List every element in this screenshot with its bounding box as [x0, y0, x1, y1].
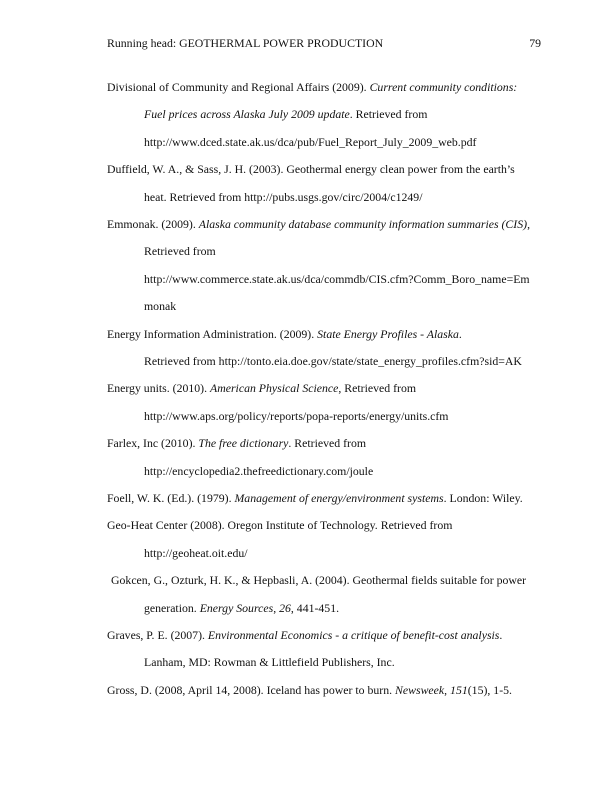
text-segment: . Retrieved from: [288, 436, 367, 451]
reference-line: [144, 546, 248, 560]
italic-text: Alaska community database community information summaries (CIS): [198, 217, 528, 231]
italic-text: American Physical Science: [210, 381, 339, 396]
italic-text: Newsweek: [395, 682, 445, 697]
text-segment: monak: [144, 299, 177, 314]
text-segment: Graves, P. E. (2007).: [107, 628, 208, 642]
reference-line: [107, 683, 512, 697]
italic-text: The free dictionary: [198, 436, 289, 451]
text-segment: ,: [273, 600, 280, 615]
italic-text: Environmental Economics - a critique of benefit-cost analysis: [207, 628, 500, 642]
text-segment: generation.: [144, 600, 200, 615]
text-segment: Farlex, Inc (2010).: [107, 436, 199, 451]
reference-line: [144, 244, 216, 258]
text-segment: ,: [444, 682, 451, 697]
text-segment: http://www.commerce.state.ak.us/dca/commdb/CIS.cfm?Comm_Boro_name=Em: [144, 271, 530, 286]
text-segment: Foell, W. K. (Ed.). (1979).: [107, 491, 235, 505]
reference-line: [107, 628, 502, 642]
text-segment: http://www.dced.state.ak.us/dca/pub/Fuel_Report_July_2009_web.pdf: [144, 134, 477, 149]
reference-line: [107, 518, 452, 532]
italic-text: Current community conditions:: [369, 80, 518, 94]
text-segment: Lanham, MD: Rowman & Littlefield Publishers, Inc.: [144, 655, 395, 670]
text-segment: Retrieved from: [144, 244, 216, 259]
text-segment: .: [458, 326, 462, 341]
reference-line: [107, 217, 530, 231]
text-segment: http://geoheat.oit.edu/: [144, 545, 248, 560]
reference-line: [107, 381, 416, 395]
reference-line: [107, 162, 515, 176]
text-segment: .: [499, 628, 503, 642]
text-segment: , 441-451.: [290, 600, 340, 615]
page-number: 79: [529, 36, 541, 50]
text-segment: . Retrieved from: [349, 107, 428, 122]
reference-line: [144, 107, 427, 121]
text-segment: heat. Retrieved from http://pubs.usgs.gov/circ/2004/c1249/: [144, 189, 423, 204]
italic-text: 151: [450, 682, 468, 697]
reference-line: [107, 436, 366, 450]
text-segment: http://www.aps.org/policy/reports/popa-reports/energy/units.cfm: [144, 408, 449, 423]
reference-line: [144, 464, 373, 478]
text-segment: Emmonak. (2009).: [107, 217, 199, 231]
reference-line: [144, 409, 448, 423]
text-segment: , Retrieved from: [338, 381, 417, 396]
text-segment: Retrieved from http://tonto.eia.doe.gov/state/state_energy_profiles.cfm?sid=AK: [144, 354, 522, 368]
reference-line: [111, 573, 526, 587]
italic-text: Fuel prices across Alaska July 2009 update: [144, 107, 350, 122]
reference-line: [144, 190, 423, 204]
reference-line: [144, 135, 476, 149]
reference-line: [144, 299, 176, 313]
reference-line: [107, 327, 462, 341]
text-segment: Duffield, W. A., & Sass, J. H. (2003). Geothermal energy clean power from the earth’s: [107, 162, 515, 177]
italic-text: Energy Sources: [199, 600, 274, 615]
running-head: Running head: GEOTHERMAL POWER PRODUCTION: [107, 36, 384, 50]
text-segment: Geo-Heat Center (2008). Oregon Institute of Technology. Retrieved from: [107, 518, 453, 533]
text-segment: ,: [527, 217, 531, 231]
text-segment: (15), 1-5.: [467, 682, 512, 697]
text-segment: Gross, D. (2008, April 14, 2008). Iceland has power to burn.: [107, 682, 395, 697]
reference-line: [144, 354, 522, 368]
reference-line: [144, 655, 395, 669]
text-segment: Gokcen, G., Ozturk, H. K., & Hepbasli, A. (2004). Geothermal fields suitable for power: [111, 573, 527, 588]
italic-text: 26: [279, 600, 291, 615]
reference-line: [144, 272, 530, 286]
text-segment: Energy Information Administration. (2009).: [107, 326, 318, 341]
text-segment: Divisional of Community and Regional Affairs (2009).: [107, 80, 370, 94]
reference-line: [107, 491, 523, 505]
text-segment: Energy units. (2010).: [107, 381, 210, 396]
reference-line: [107, 80, 517, 94]
italic-text: Management of energy/environment systems: [234, 491, 444, 505]
italic-text: State Energy Profiles - Alaska: [317, 326, 459, 341]
text-segment: http://encyclopedia2.thefreedictionary.com/joule: [144, 463, 374, 478]
text-segment: . London: Wiley.: [443, 491, 523, 505]
reference-line: [144, 601, 339, 615]
